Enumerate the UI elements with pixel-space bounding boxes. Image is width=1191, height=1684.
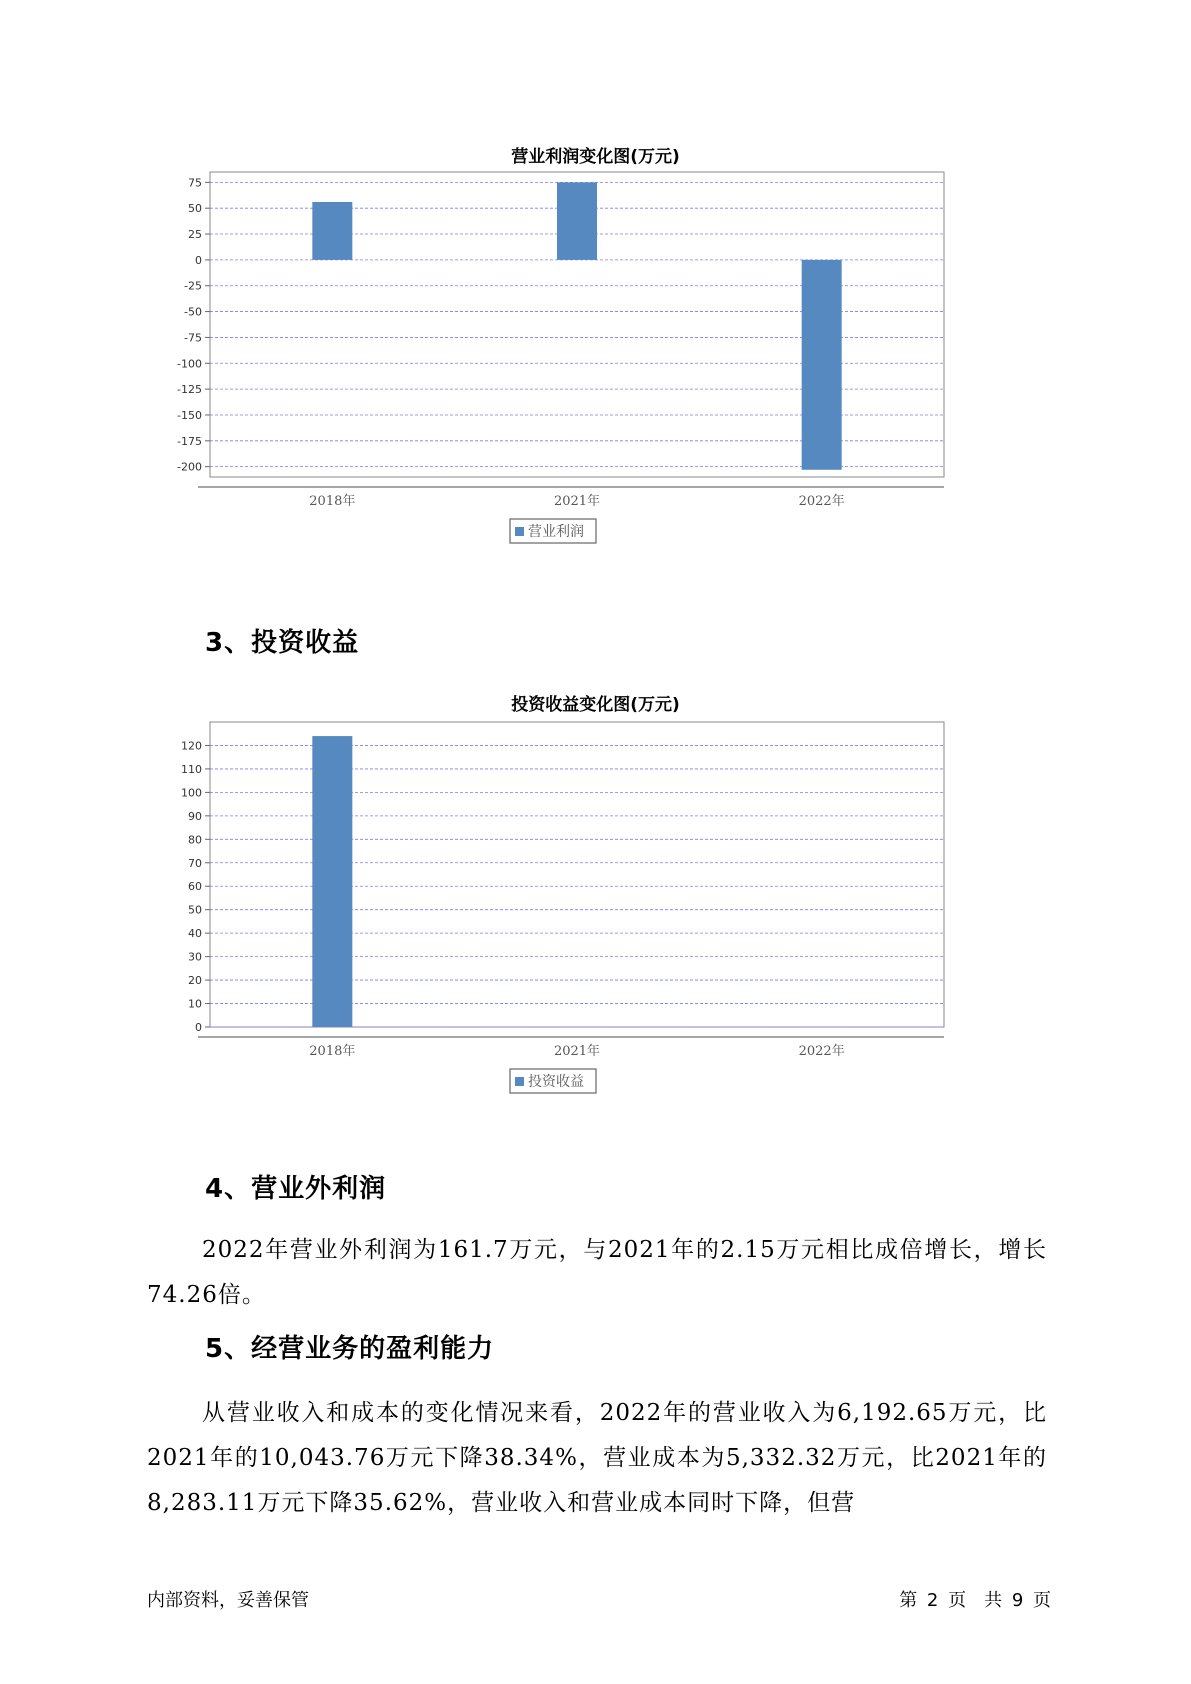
operating-profit-chart (150, 170, 1020, 590)
y-tick-label: -150 (177, 408, 202, 422)
chart2-title: 投资收益变化图(万元) (511, 695, 680, 715)
y-tick-label: 25 (188, 228, 202, 242)
legend-swatch (515, 1077, 524, 1086)
investment-income-chart (150, 720, 1020, 1140)
chart1-title: 营业利润变化图(万元) (511, 147, 680, 167)
y-tick-label: 80 (188, 833, 202, 847)
legend (510, 1069, 596, 1093)
legend (510, 519, 596, 543)
y-tick-label: -125 (177, 383, 202, 397)
y-tick-label: 30 (188, 950, 202, 964)
y-tick-label: -75 (184, 331, 202, 345)
y-tick-label: 20 (188, 974, 202, 988)
bar-2018年 (312, 202, 352, 260)
section-5-heading: 5、经营业务的盈利能力 (205, 1334, 495, 1364)
y-tick-label: 50 (188, 903, 202, 917)
x-category-label: 2022年 (798, 1044, 845, 1059)
y-tick-label: 60 (188, 880, 202, 894)
y-tick-label: -175 (177, 434, 202, 448)
y-tick-label: 0 (195, 1021, 202, 1034)
x-category-label: 2021年 (553, 1044, 601, 1059)
y-tick-label: 90 (188, 809, 202, 823)
section-4-heading: 4、营业外利润 (205, 1174, 387, 1204)
y-tick-label: 110 (181, 762, 202, 776)
x-category-label: 2018年 (309, 1044, 356, 1059)
legend-swatch (515, 527, 524, 536)
y-tick-label: -50 (184, 305, 202, 319)
bar-2022年 (802, 260, 842, 470)
bar-2021年 (557, 182, 597, 260)
y-tick-label: 70 (188, 856, 202, 870)
y-tick-label: -200 (177, 460, 202, 474)
y-tick-label: 120 (181, 739, 202, 753)
y-tick-label: 100 (181, 786, 202, 800)
x-category-label: 2018年 (309, 494, 356, 509)
section-4-body: 2022年营业外利润为161.7万元，与2021年的2.15万元相比成倍增长，增长74.26倍。 (147, 1237, 1047, 1308)
footer-confidential-note: 内部资料，妥善保管 (147, 1590, 309, 1611)
y-tick-label: -25 (184, 279, 202, 293)
x-category-label: 2021年 (553, 494, 601, 509)
x-category-label: 2022年 (798, 494, 845, 509)
y-tick-label: 50 (188, 202, 202, 216)
legend-label: 投资收益 (528, 1074, 584, 1090)
y-tick-label: 40 (188, 927, 202, 941)
footer-page-number: 第 2 页 共 9 页 (899, 1590, 1051, 1611)
y-tick-label: 10 (188, 997, 202, 1011)
y-tick-label: 0 (195, 253, 202, 267)
section-3-heading: 3、投资收益 (205, 628, 360, 658)
bar-2018年 (312, 736, 352, 1027)
y-tick-label: 75 (188, 176, 202, 190)
legend-label: 营业利润 (528, 524, 584, 540)
section-5-body: 从营业收入和成本的变化情况来看，2022年的营业收入为6,192.65万元，比2021年的10,043.76万元下降38.34%，营业成本为5,332.32万元，比2021年的8,283.11万元下降35.62%，营业收入和营业成本同时下降，但营 (147, 1400, 1047, 1516)
y-tick-label: -100 (177, 357, 202, 371)
